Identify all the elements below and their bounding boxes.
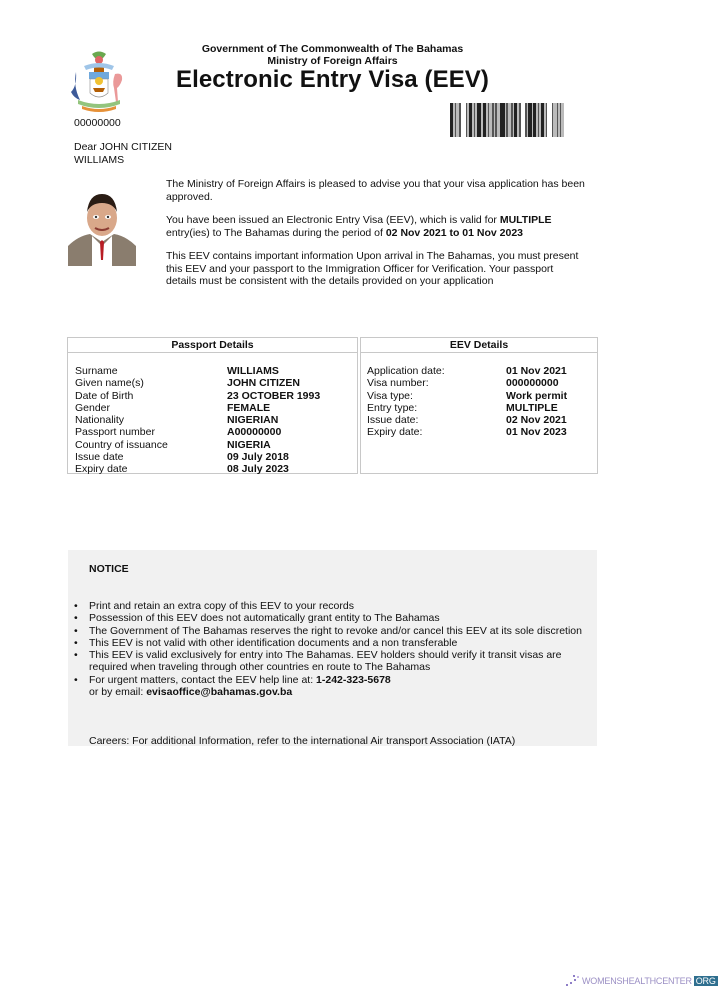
detail-value: 08 July 2023 [227,463,289,476]
notice-item-contact: • For urgent matters, contact the EEV help line at: 1-242-323-5678 or by email: evisaoffice@bahamas.gov.ba [74,673,391,699]
detail-row [68,463,357,475]
government-heading: Government of The Commonwealth of The Bahamas [201,43,464,55]
detail-value: NIGERIAN [227,414,279,427]
detail-row [68,377,357,389]
detail-value: 01 Nov 2021 [506,365,567,377]
detail-label: Entry type: [367,401,418,414]
detail-row [68,365,357,377]
bullet-icon: • [74,673,78,686]
passport-details-title: Passport Details [68,338,357,353]
eev-details-panel [360,337,598,474]
detail-row [361,390,597,402]
detail-row [68,402,357,414]
page-title: Electronic Entry Visa (EEV) [175,66,490,93]
passport-details-panel [67,337,358,474]
detail-label: Surname [75,365,118,377]
detail-row [361,414,597,426]
detail-value: 02 Nov 2021 [506,414,567,427]
bullet-icon: • [74,624,78,637]
detail-value: NIGERIA [227,438,271,451]
notice-item: • This EEV is valid exclusively for entry into The Bahamas. EEV holders should verify it transit visas are required when traveling through other countries en route to The Bahamas [74,649,562,674]
detail-value: 23 OCTOBER 1993 [227,389,321,402]
notice-box [68,550,597,746]
detail-value: A00000000 [227,426,282,439]
detail-value: 09 July 2018 [227,451,289,464]
detail-label: Issue date: [367,414,419,427]
validity-period: 02 Nov 2021 to 01 Nov 2023 [385,226,524,239]
eev-details-title: EEV Details [361,338,597,353]
applicant-photo [68,186,136,266]
bullet-icon: • [74,612,78,625]
watermark-text: WOMENSHEALTHCENTER [582,976,692,986]
bullet-icon: • [74,636,78,649]
watermark-badge: ORG [695,976,716,986]
notice-item: • This EEV is not valid with other identification documents and a non transferable [74,636,458,649]
bullet-icon: • [74,649,78,662]
notice-item: • Print and retain an extra copy of this EEV to your records [74,600,354,612]
bullet-icon: • [74,600,78,612]
approval-paragraph: The Ministry of Foreign Affairs is pleased to advise you that your visa application has been approved. [166,178,585,203]
watermark-logo [566,975,718,987]
detail-label: Date of Birth [75,389,134,402]
detail-row [361,377,597,389]
detail-label: Expiry date: [367,426,423,439]
detail-label: Nationality [75,414,125,427]
detail-row [361,426,597,438]
detail-row [68,451,357,463]
notice-list [68,600,588,698]
detail-row [361,402,597,414]
detail-label: Visa type: [367,389,413,402]
detail-value: JOHN CITIZEN [227,377,300,390]
detail-label: Issue date [75,451,124,464]
notice-item: • The Government of The Bahamas reserves the right to revoke and/or cancel this EEV at its sole discretion [74,624,582,637]
detail-value: 01 Nov 2023 [506,426,567,439]
detail-row [68,439,357,451]
detail-value: Work permit [506,389,568,402]
detail-row [68,414,357,426]
detail-row [361,365,597,377]
detail-label: Gender [75,401,111,414]
dots-icon [566,975,580,987]
detail-label: Passport number [75,426,155,439]
barcode-icon [450,103,565,137]
detail-label: Visa number: [367,377,429,390]
detail-label: Expiry date [75,463,128,476]
careers-note: Careers: For additional Information, refer to the international Air transport Association (IATA) [89,735,516,747]
detail-label: Application date: [367,365,445,377]
reference-number: 00000000 [74,117,121,129]
detail-value: MULTIPLE [506,401,558,414]
greeting-line-surname: WILLIAMS [74,153,125,166]
detail-value: 000000000 [506,377,559,390]
detail-row [68,426,357,438]
coat-of-arms-icon [70,50,128,116]
notice-title: NOTICE [89,563,129,575]
detail-row [68,390,357,402]
helpline-email[interactable]: evisaoffice@bahamas.gov.ba [146,686,293,699]
approval-message [166,178,586,299]
entry-type-emphasis: MULTIPLE [499,214,552,226]
validity-paragraph: You have been issued an Electronic Entry Visa (EEV), which is valid for MULTIPLE entry(ies) to The Bahamas during the period of 02 Nov 2021 to 01 Nov 2023 [166,214,552,239]
detail-value: WILLIAMS [227,365,279,377]
instructions-paragraph: This EEV contains important information Upon arrival in The Bahamas, you must present this EEV and your passport to the Immigration Officer for Verification. Your passport details must be consistent with the details provided on your application [166,250,579,287]
detail-label: Country of issuance [75,438,168,451]
helpline-phone[interactable]: 1-242-323-5678 [316,673,391,686]
detail-value: FEMALE [227,401,271,414]
notice-item: • Possession of this EEV does not automatically grant entity to The Bahamas [74,612,440,625]
ministry-heading: Ministry of Foreign Affairs [267,55,398,67]
greeting [74,141,172,166]
greeting-line-name: Dear JOHN CITIZEN [74,141,173,153]
detail-label: Given name(s) [75,377,144,390]
